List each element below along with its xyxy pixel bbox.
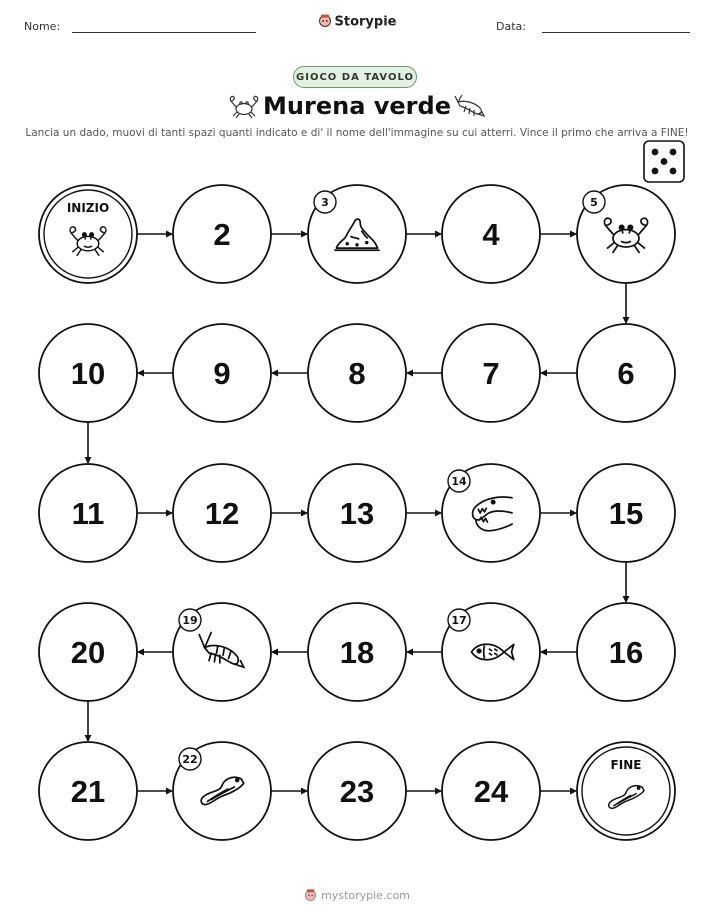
space-6	[577, 324, 675, 422]
space-label: FINE	[610, 758, 642, 772]
space-5	[577, 185, 675, 283]
brand-name: Storypie	[334, 14, 397, 30]
space-number: 13	[339, 496, 375, 531]
space-14	[442, 464, 540, 562]
space-number-badge: 17	[451, 614, 467, 627]
space-20	[39, 603, 137, 701]
space-24	[442, 742, 540, 840]
space-3	[308, 185, 406, 283]
space-number-badge: 5	[590, 196, 598, 209]
space-21	[39, 742, 137, 840]
space-number: 20	[70, 635, 106, 670]
space-19	[173, 603, 271, 701]
space-number: 9	[213, 356, 231, 391]
space-16	[577, 603, 675, 701]
space-17	[442, 603, 540, 701]
space-13	[308, 464, 406, 562]
space-15	[577, 464, 675, 562]
game-type-badge: GIOCO DA TAVOLO	[293, 66, 417, 88]
start-space	[39, 185, 137, 283]
space-number: 21	[70, 774, 106, 809]
space-number-badge: 19	[182, 614, 198, 627]
date-label: Data:	[496, 20, 526, 33]
space-4	[442, 185, 540, 283]
space-12	[173, 464, 271, 562]
space-number: 18	[339, 635, 375, 670]
space-number-badge: 22	[182, 753, 198, 766]
instructions: Lancia un dado, muovi di tanti spazi quanti indicato e di' il nome dell'immagine su cui atterri. Vince il primo che arriva a FINE!	[25, 127, 689, 139]
space-number-badge: 3	[321, 196, 329, 209]
space-number: 2	[213, 217, 231, 252]
space-number-badge: 14	[451, 475, 467, 488]
space-number: 7	[482, 356, 500, 391]
space-number: 16	[608, 635, 644, 670]
space-number: 10	[70, 356, 106, 391]
finish-space	[577, 742, 675, 840]
footer-url: mystorypie.com	[321, 889, 410, 902]
space-9	[173, 324, 271, 422]
name-label: Nome:	[24, 20, 61, 33]
space-number: 15	[608, 496, 644, 531]
page-title: Murena verde	[263, 92, 451, 120]
space-18	[308, 603, 406, 701]
space-number: 24	[473, 774, 509, 809]
space-10	[39, 324, 137, 422]
space-7	[442, 324, 540, 422]
space-8	[308, 324, 406, 422]
space-number: 12	[204, 496, 240, 531]
space-label: INIZIO	[66, 201, 110, 215]
space-number: 23	[339, 774, 375, 809]
space-number: 11	[71, 496, 105, 531]
space-number: 6	[617, 356, 635, 391]
space-22	[173, 742, 271, 840]
space-number: 8	[348, 356, 366, 391]
footer[interactable]	[0, 888, 714, 904]
storypie-logo-icon	[304, 888, 317, 904]
space-2	[173, 185, 271, 283]
space-23	[308, 742, 406, 840]
space-number: 4	[482, 217, 500, 252]
space-11	[39, 464, 137, 562]
